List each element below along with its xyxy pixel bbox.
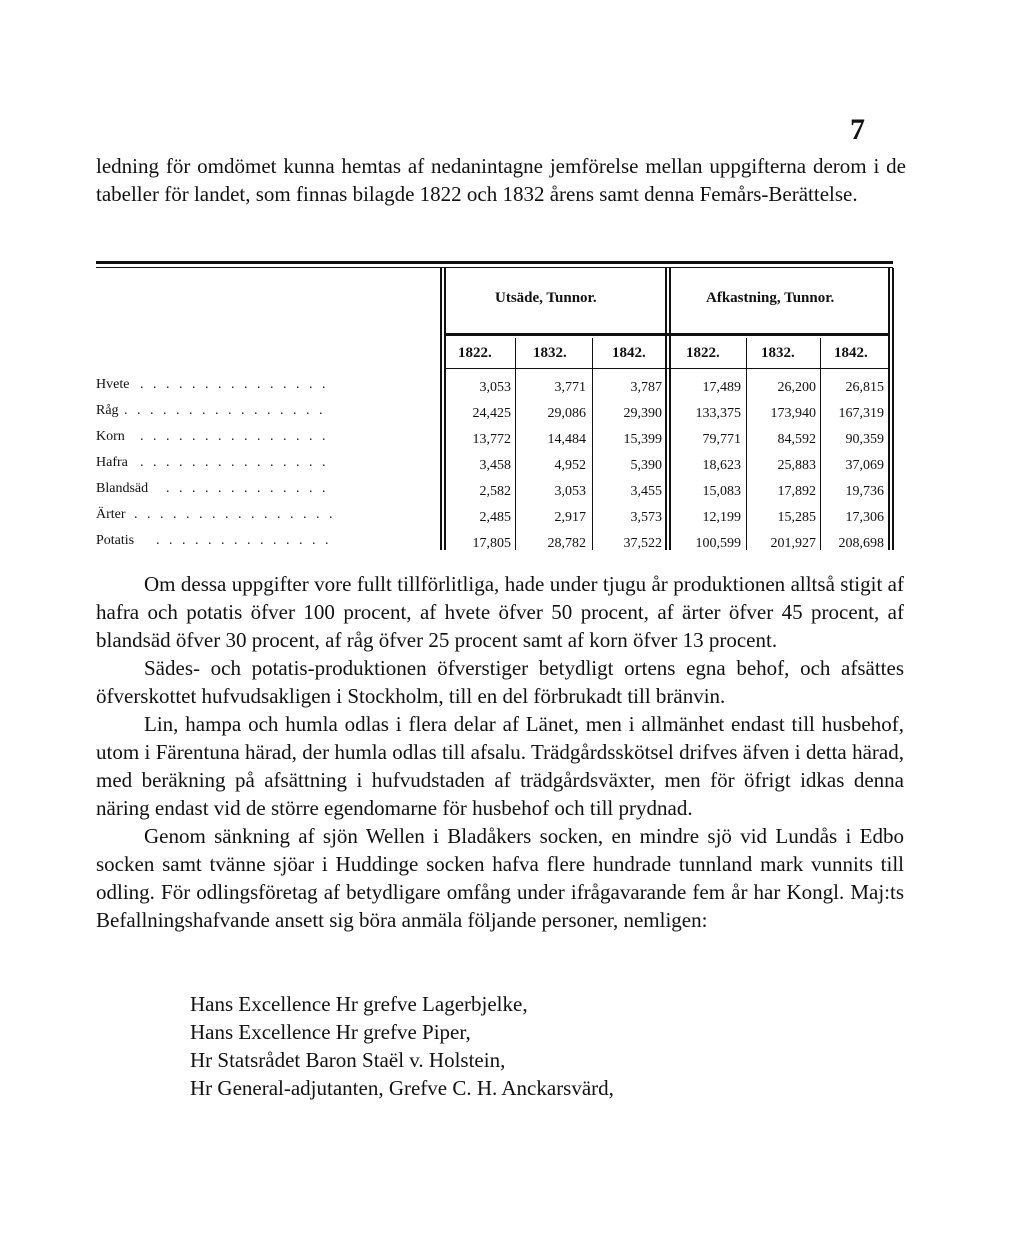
year-header: 1822. (686, 345, 720, 361)
year-header: 1842. (834, 345, 868, 361)
table-cell: 15,285 (777, 510, 816, 525)
row-label: Ärter (96, 507, 126, 522)
row-leader-dots: . . . . . . . . . . . . . . . (140, 429, 329, 444)
table-cell: 3,053 (554, 484, 586, 499)
table-cell: 167,319 (838, 406, 884, 421)
table-cell: 90,359 (845, 432, 884, 447)
table-cell: 201,927 (770, 536, 816, 551)
table-cell: 26,200 (777, 380, 816, 395)
table-cell: 208,698 (838, 536, 884, 551)
table-cell: 17,306 (845, 510, 884, 525)
year-header: 1842. (612, 345, 646, 361)
table-cell: 19,736 (845, 484, 884, 499)
row-label: Hvete (96, 377, 130, 392)
row-leader-dots: . . . . . . . . . . . . . . . (140, 455, 329, 470)
table-cell: 100,599 (695, 536, 741, 551)
table-cell: 13,772 (472, 432, 511, 447)
row-leader-dots: . . . . . . . . . . . . . . . . (124, 403, 326, 418)
intro-paragraph: ledning för omdömet kunna hemtas af nedanintagne jemförelse mellan uppgifterna derom i de tabeller för landet, som finnas bilagde 1822 och 1832 årens samt denna Femårs-Berättelse. (96, 154, 906, 206)
table-cell: 17,805 (472, 536, 511, 551)
table-cell: 3,458 (479, 458, 511, 473)
row-leader-dots: . . . . . . . . . . . . . . . (140, 377, 329, 392)
table-cell: 17,892 (777, 484, 816, 499)
table-cell: 2,582 (479, 484, 511, 499)
paragraph: Lin, hampa och humla odlas i flera delar af Länet, men i allmänhet endast till husbehof, utom i Färentuna härad, der humla odlas till afsalu. Trädgårdsskötsel drifves äfven i detta härad, med beräkning på afsättning i hufvudstaden af trädgårdsväxter, men för öfrigt idkas denna näring endast vid de större egendomarne för husbehof och till prydnad. (96, 712, 904, 820)
table-right-rule (888, 268, 890, 550)
table-cell: 3,787 (630, 380, 662, 395)
persons-list (190, 990, 614, 1102)
table-cell: 37,522 (623, 536, 662, 551)
paragraph: Genom sänkning af sjön Wellen i Bladåkers socken, en mindre sjö vid Lundås i Edbo socken samt tvänne sjöar i Huddinge socken hafva flere hundrade tunnland mark vunnits till odling. För odlingsföretag af betydligare omfång under ifrågavarande fem år har Kongl. Maj:ts Befallningshafvande ansett sig böra anmäla följande personer, nemligen: (96, 824, 904, 932)
table-cell: 12,199 (702, 510, 741, 525)
row-label: Potatis (96, 533, 135, 548)
table-cell: 15,083 (702, 484, 741, 499)
table-cell: 5,390 (630, 458, 662, 473)
row-label: Hafra (96, 455, 128, 470)
table-top-rule (96, 261, 893, 264)
paragraph: Om dessa uppgifter vore fullt tillförlitliga, hade under tjugu år produktionen alltså stigit af hafra och potatis öfver 100 procent, af hvete öfver 50 procent, af ärter öfver 45 procent, af blandsäd öfver 30 procent, af råg öfver 25 procent samt af korn öfver 13 procent. (96, 572, 904, 652)
table-group-divider (665, 268, 667, 550)
person-entry: Hans Excellence Hr grefve Piper, (190, 1020, 471, 1044)
table-cell: 2,485 (479, 510, 511, 525)
row-label: Korn (96, 429, 125, 444)
table-cell: 25,883 (777, 458, 816, 473)
table-cell: 26,815 (845, 380, 884, 395)
table-cell: 3,771 (554, 380, 586, 395)
row-label: Blandsäd (96, 481, 149, 496)
table-cell: 17,489 (702, 380, 741, 395)
table-cell: 14,484 (547, 432, 586, 447)
year-header: 1822. (458, 345, 492, 361)
table-cell: 24,425 (472, 406, 511, 421)
table-cell: 29,390 (623, 406, 662, 421)
year-header: 1832. (761, 345, 795, 361)
row-leader-dots: . . . . . . . . . . . . . . (156, 533, 332, 548)
row-leader-dots: . . . . . . . . . . . . . . . . (134, 507, 336, 522)
table-cell: 3,455 (630, 484, 662, 499)
body-text (96, 570, 904, 934)
group-header-yield: Afkastning, Tunnor. (706, 290, 835, 306)
table-cell: 29,086 (547, 406, 586, 421)
person-entry: Hr Statsrådet Baron Staël v. Holstein, (190, 1048, 506, 1072)
table-cell: 15,399 (623, 432, 662, 447)
paragraph: Sädes- och potatis-produktionen öfverstiger betydligt ortens egna behof, och afsättes öfverskottet hufvudsakligen i Stockholm, till en del förbrukadt till bränvin. (96, 656, 904, 708)
person-entry: Hans Excellence Hr grefve Lagerbjelke, (190, 992, 528, 1016)
table-cell: 173,940 (770, 406, 816, 421)
page-number: 7 (850, 113, 865, 146)
table-cell: 84,592 (777, 432, 816, 447)
row-leader-dots: . . . . . . . . . . . . . (166, 481, 329, 496)
table-cell: 79,771 (702, 432, 741, 447)
group-header-sowing: Utsäde, Tunnor. (495, 290, 597, 306)
header-separator (446, 333, 888, 336)
table-top-rule-thin (96, 267, 893, 268)
table-cell: 133,375 (695, 406, 741, 421)
table-cell: 28,782 (547, 536, 586, 551)
table-cell: 3,053 (479, 380, 511, 395)
table-cell: 37,069 (845, 458, 884, 473)
table-cell: 3,573 (630, 510, 662, 525)
year-separator (446, 368, 888, 369)
person-entry: Hr General-adjutanten, Grefve C. H. Anckarsvärd, (190, 1076, 614, 1100)
row-label: Råg (96, 403, 119, 418)
table-cell: 2,917 (554, 510, 586, 525)
table-cell: 4,952 (554, 458, 586, 473)
year-header: 1832. (533, 345, 567, 361)
table-cell: 18,623 (702, 458, 741, 473)
table-right-rule-2 (892, 268, 894, 550)
